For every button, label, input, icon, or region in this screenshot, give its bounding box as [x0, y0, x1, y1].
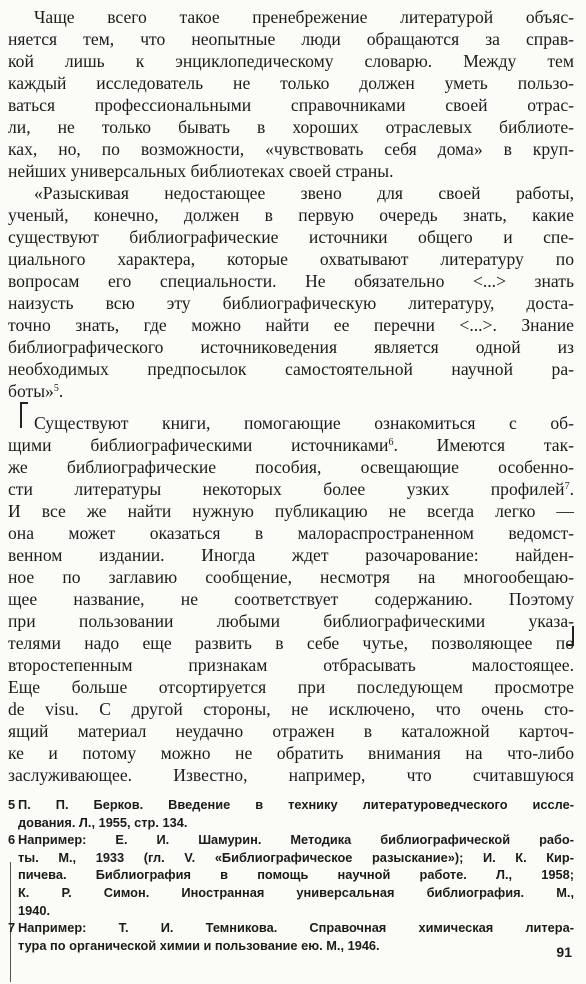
footnote-ref: 7 [564, 481, 570, 492]
paragraph-2 [8, 182, 574, 402]
text-line: телями надо еще развить в себе чутье, позволяющее по [8, 633, 574, 653]
text-line: Существуют книги, помогающие ознакомиться с об- [34, 413, 574, 433]
page-body [8, 6, 574, 786]
footnote-text: Например: Е. И. Шамурин. Методика библиографической рабо- [18, 832, 574, 848]
text-line: при пользовании любыми библиографическими указа- [8, 611, 574, 631]
text-fragment: сти литературы некоторых более узких профилей [8, 479, 565, 499]
text-line: ученый, конечно, должен в первую очередь знать, какие [8, 205, 574, 225]
text-line: няется тем, что неопытные люди обращаются за справ- [8, 29, 574, 49]
margin-bracket-open [20, 402, 28, 428]
text-line: Еще больше отсортируется при последующем просмотре [8, 677, 574, 697]
text-line: нейших универсальных библиотеках своей страны. [8, 161, 394, 181]
text-line: кой лишь к энциклопедическому словарю. Между тем [8, 51, 574, 71]
footnote-text: К. Р. Симон. Иностранная универсальная библиография. М., [18, 884, 574, 900]
footnote-text: 1940. [18, 902, 51, 918]
footnote-text: тура по органической химии и пользование ею. М., 1946. [18, 937, 380, 953]
text-line: циального характера, которые охватывают литературу по [8, 249, 574, 269]
paragraph-1 [8, 6, 574, 182]
text-line: она может оказаться в малораспространенном ведомст- [8, 523, 574, 543]
text-line: щее название, не соответствует содержанию. Поэтому [8, 589, 574, 609]
text-fragment: боты» [8, 381, 54, 401]
text-line: вопросам его специальности. Не обязательно <...> знать [8, 271, 574, 291]
text-line: точно знать, где можно найти ее перечни <...>. Знание [8, 315, 574, 335]
footnotes [8, 796, 574, 954]
page-number: 91 [556, 944, 572, 960]
text-line: же библиографические пособия, освещающие особенно- [8, 457, 574, 477]
text-line: заслуживающее. Известно, например, что считавшуюся [8, 765, 574, 785]
footnote-7 [8, 919, 574, 954]
text-line: каждый исследователь не только должен уметь пользо- [8, 73, 574, 93]
paragraph-3 [8, 412, 574, 786]
footnote-text: ты. М., 1933 (гл. V. «Библиографическое разыскание»); И. К. Кир- [18, 849, 574, 865]
text-line: И все же найти нужную публикацию не всегда легко — [8, 501, 574, 521]
footnote-ref: 6 [388, 437, 394, 448]
text-line [8, 478, 574, 500]
footnote-ref: 5 [53, 383, 59, 394]
text-line: ли, не только бывать в хороших отраслевых библиоте- [8, 117, 574, 137]
text-line [8, 380, 574, 402]
text-fragment: . [569, 479, 574, 499]
text-line: существуют библиографические источники общего и спе- [8, 227, 574, 247]
text-line: «Разыскивая недостающее звено для своей работы, [34, 183, 574, 203]
footnote-mark: 7 [8, 920, 16, 936]
footnote-text: Например: Т. И. Темникова. Справочная химическая литера- [18, 920, 574, 936]
text-line: библиографического источниковедения является одной из [8, 337, 574, 357]
text-line: de visu. С другой стороны, не исключено, что очень сто- [8, 699, 574, 719]
footnote-text: П. П. Берков. Введение в технику литературоведческого иссле- [18, 797, 574, 812]
footnote-mark: 5 [8, 797, 16, 812]
text-line: ках, но, по возможности, «чувствовать себя дома» в круп- [8, 139, 574, 159]
text-line: необходимых предпосылок самостоятельной научной ра- [8, 359, 574, 379]
text-line: венном издании. Иногда ждет разочарование: найден- [8, 545, 574, 565]
text-line: ящий материал неудачно отражен в каталожной карточ- [8, 721, 574, 741]
text-fragment: . Имеются так- [393, 435, 574, 455]
text-line: ке и потому можно не обратить внимания на что-либо [8, 743, 574, 763]
footnote-text: дования. Л., 1955, стр. 134. [18, 814, 188, 830]
text-line: Чаще всего такое пренебрежение литературой объяс- [34, 7, 574, 27]
text-fragment: щими библиографическими источниками [8, 435, 389, 455]
margin-bracket-close [566, 626, 574, 646]
footnote-6 [8, 831, 574, 919]
text-line: второстепенным признакам отбрасывать малостоящее. [8, 655, 574, 675]
text-line [8, 434, 574, 456]
text-line: ваться профессиональными справочниками своей отрас- [8, 95, 574, 115]
footnote-mark: 6 [8, 832, 16, 848]
footnote-text: пичева. Библиография в помощь научной работе. Л., 1958; [18, 867, 574, 883]
text-line: ное по заглавию сообщение, несмотря на многообещаю- [8, 567, 574, 587]
text-line: наизусть всю эту библиографическую литературу, доста- [8, 293, 574, 313]
text-fragment: . [58, 381, 64, 401]
footnote-5 [8, 796, 574, 831]
